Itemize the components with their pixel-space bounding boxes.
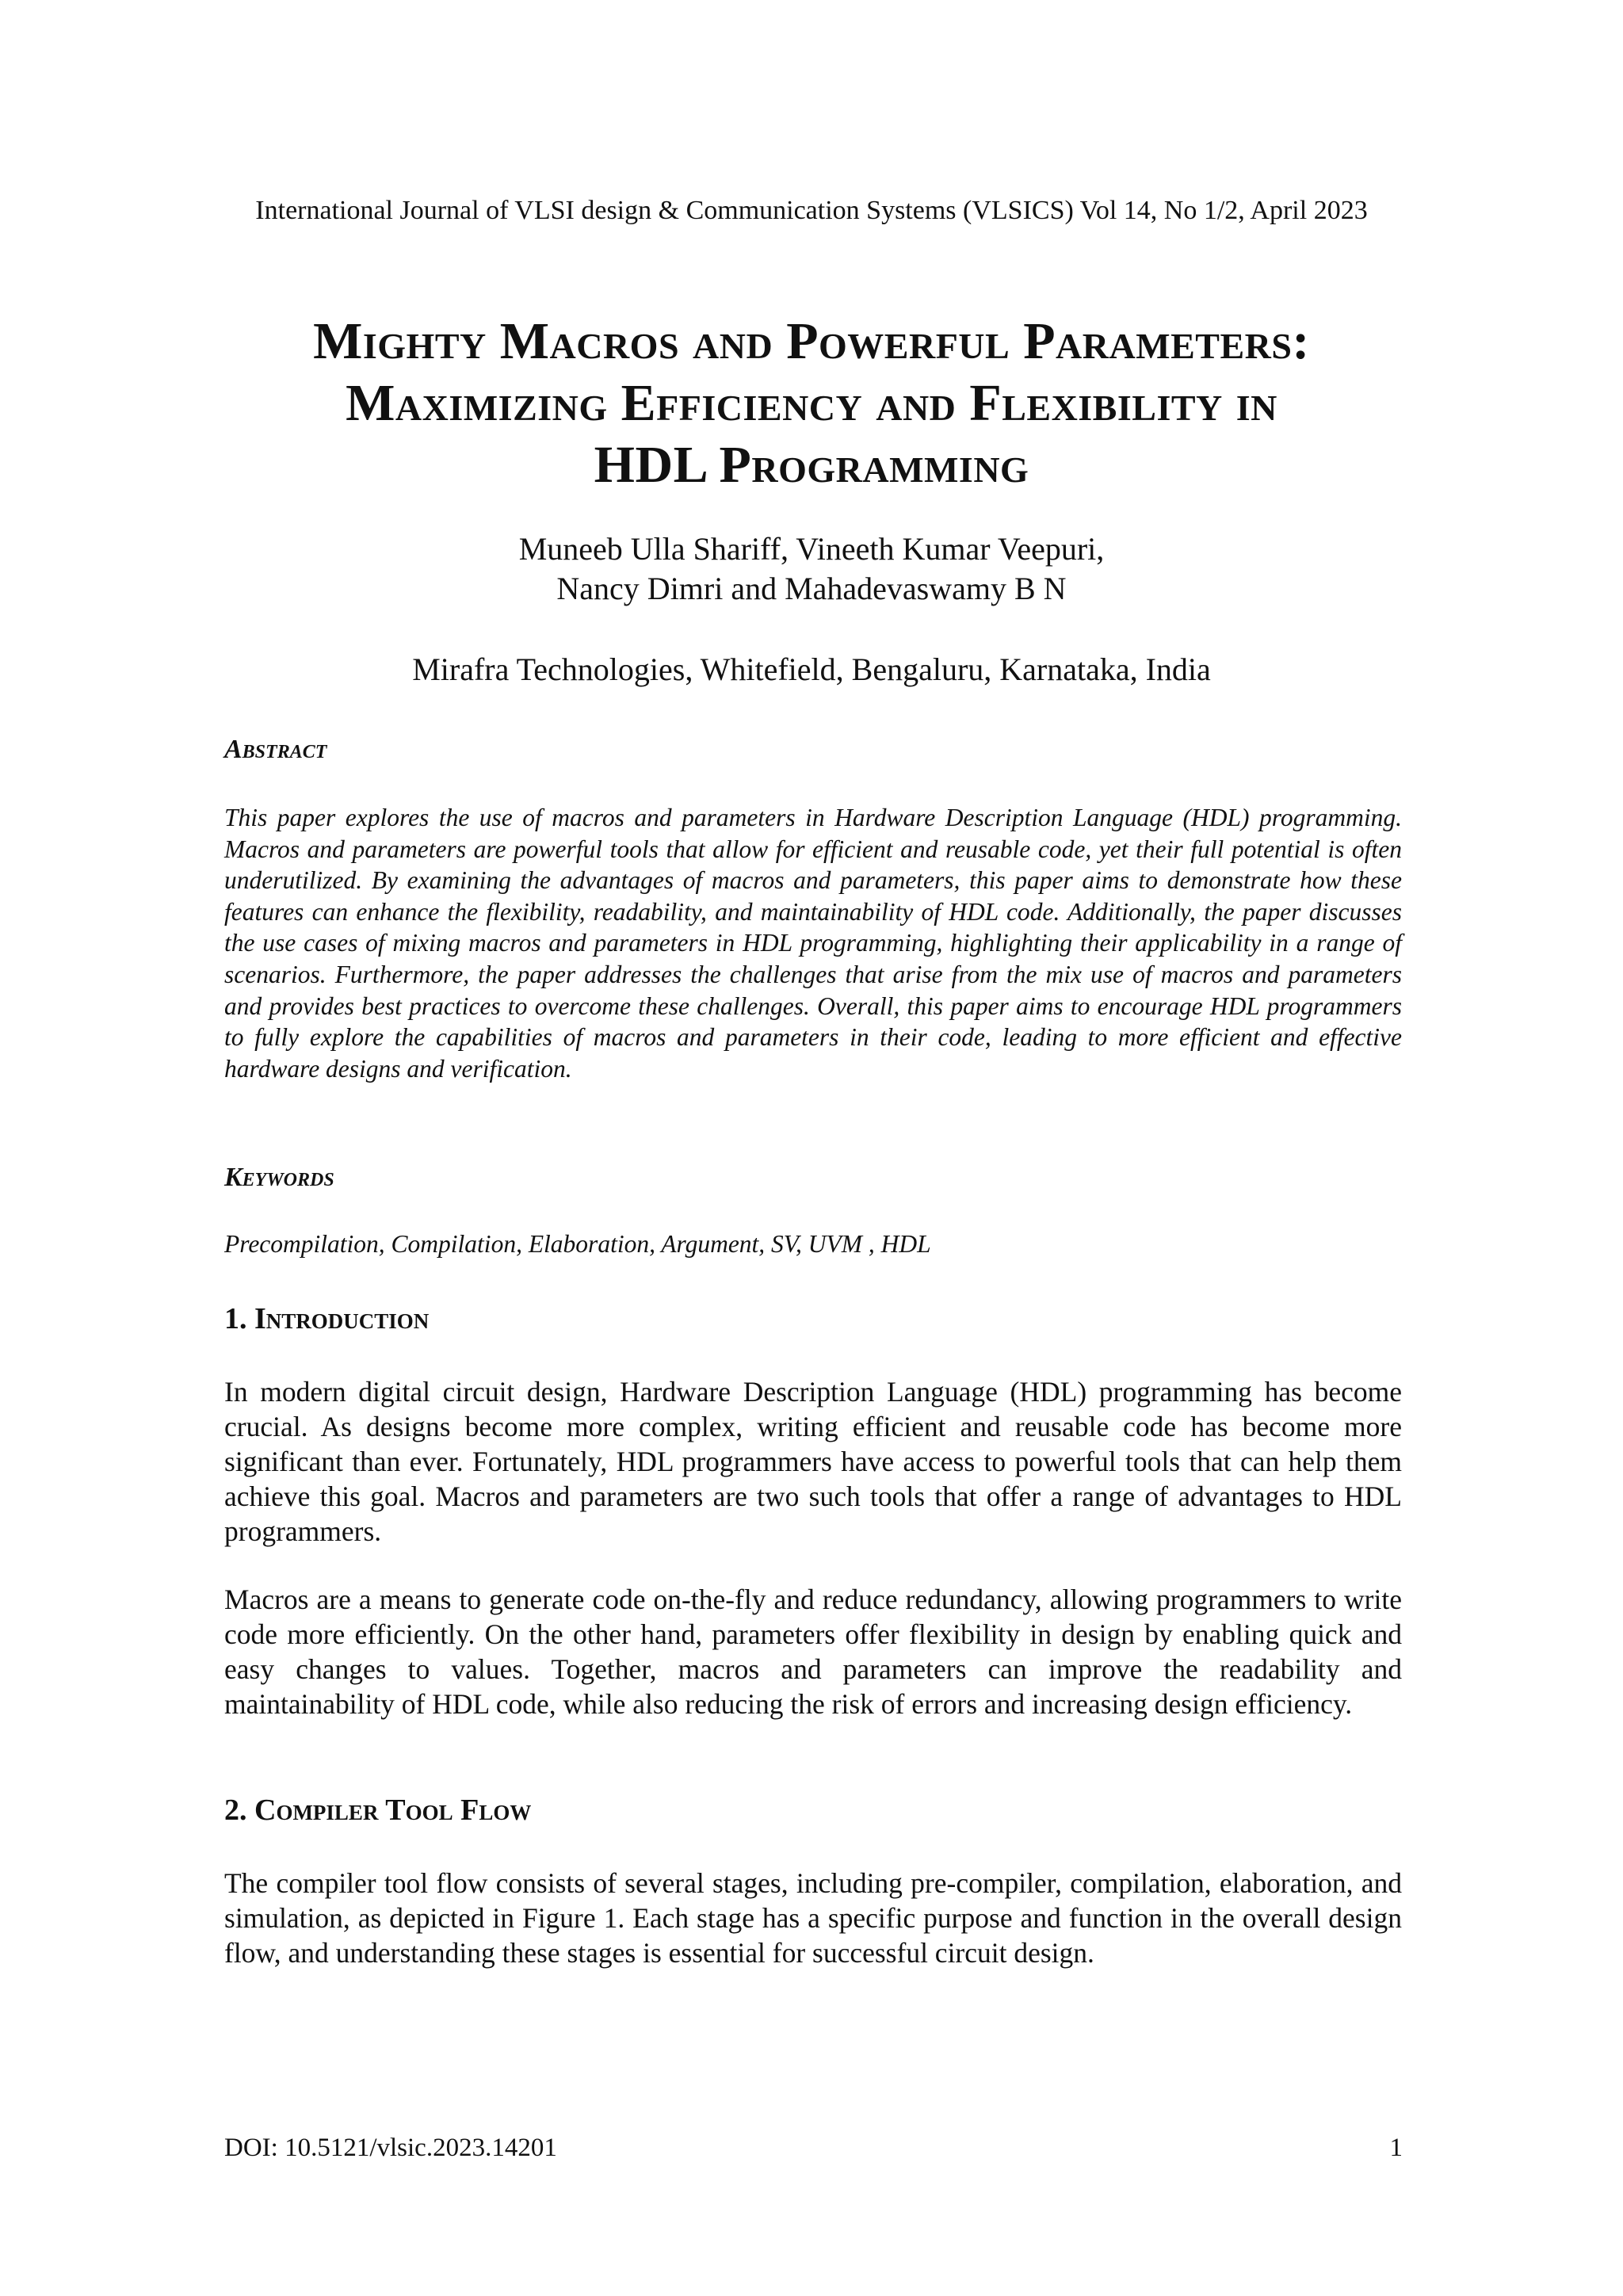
keywords-text: Precompilation, Compilation, Elaboration, Argument, SV, UVM , HDL xyxy=(224,1230,931,1258)
page-number: 1 xyxy=(1389,2134,1403,2162)
authors-line-2: Nancy Dimri and Mahadevaswamy B N xyxy=(556,571,1067,606)
abstract-heading: Abstract xyxy=(224,735,327,764)
section-1-paragraph-1-block xyxy=(224,1374,1402,1549)
section-heading-introduction: 1. Introduction xyxy=(224,1302,430,1335)
author-list xyxy=(0,529,1623,609)
abstract-heading-block xyxy=(224,734,1402,766)
footer-doi: DOI: 10.5121/vlsic.2023.14201 xyxy=(224,2134,557,2162)
paragraph: Macros are a means to generate code on-the-fly and reduce redundancy, allowing programmers to write code more efficiently. On the other hand, parameters offer flexibility in design by enabling quick and easy changes to values. Together, macros and parameters can improve the readability and maintainability of HDL code, while also reducing the risk of errors and increasing design efficiency. xyxy=(224,1584,1402,1720)
section-1-heading-block xyxy=(224,1301,1402,1336)
keywords-block xyxy=(224,1228,1402,1260)
keywords-heading-block xyxy=(224,1162,1402,1194)
section-2-heading-block xyxy=(224,1793,1402,1828)
title-line-3: HDL Programming xyxy=(594,436,1029,494)
keywords-heading: Keywords xyxy=(224,1163,334,1192)
section-1-paragraph-2-block xyxy=(224,1582,1402,1721)
title-line-2: Maximizing Efficiency and Flexibility in xyxy=(346,374,1277,432)
paragraph: In modern digital circuit design, Hardware Description Language (HDL) programming has become crucial. As designs become more complex, writing efficient and reusable code has become more significant than ever. Fortunately, HDL programmers have access to powerful tools that can help them achieve this goal. Macros and parameters are two such tools that offer a range of advantages to HDL programmers. xyxy=(224,1376,1402,1547)
abstract-block xyxy=(224,802,1402,1084)
title-line-1: Mighty Macros and Powerful Parameters: xyxy=(313,312,1310,370)
section-2-paragraph-1-block xyxy=(224,1866,1402,1970)
running-header: International Journal of VLSI design & Communication Systems (VLSICS) Vol 14, No 1/2, April 2023 xyxy=(255,196,1368,225)
authors-line-1: Muneeb Ulla Shariff, Vineeth Kumar Veepuri, xyxy=(518,531,1105,567)
section-heading-compiler-tool-flow: 2. Compiler Tool Flow xyxy=(224,1794,532,1827)
paragraph: The compiler tool flow consists of several stages, including pre-compiler, compilation, elaboration, and simulation, as depicted in Figure 1. Each stage has a specific purpose and function in the overall design flow, and understanding these stages is essential for successful circuit design. xyxy=(224,1867,1402,1969)
abstract-text: This paper explores the use of macros and parameters in Hardware Description Language (HDL) programming. Macros and parameters are powerful tools that allow for efficient and reusable code, yet their full potential is often underutilized. By examining the advantages of macros and parameters, this paper aims to demonstrate how these features can enhance the flexibility, readability, and maintainability of HDL code. Additionally, the paper discusses the use cases of mixing macros and parameters in HDL programming, highlighting their applicability in a range of scenarios. Furthermore, the paper addresses the challenges that arise from the mix use of macros and parameters and provides best practices to overcome these challenges. Overall, this paper aims to encourage HDL programmers to fully explore the capabilities of macros and parameters in their code, leading to more efficient and effective hardware designs and verification. xyxy=(224,804,1402,1083)
affiliation: Mirafra Technologies, Whitefield, Bengaluru, Karnataka, India xyxy=(412,651,1211,687)
paper-title xyxy=(0,311,1623,496)
